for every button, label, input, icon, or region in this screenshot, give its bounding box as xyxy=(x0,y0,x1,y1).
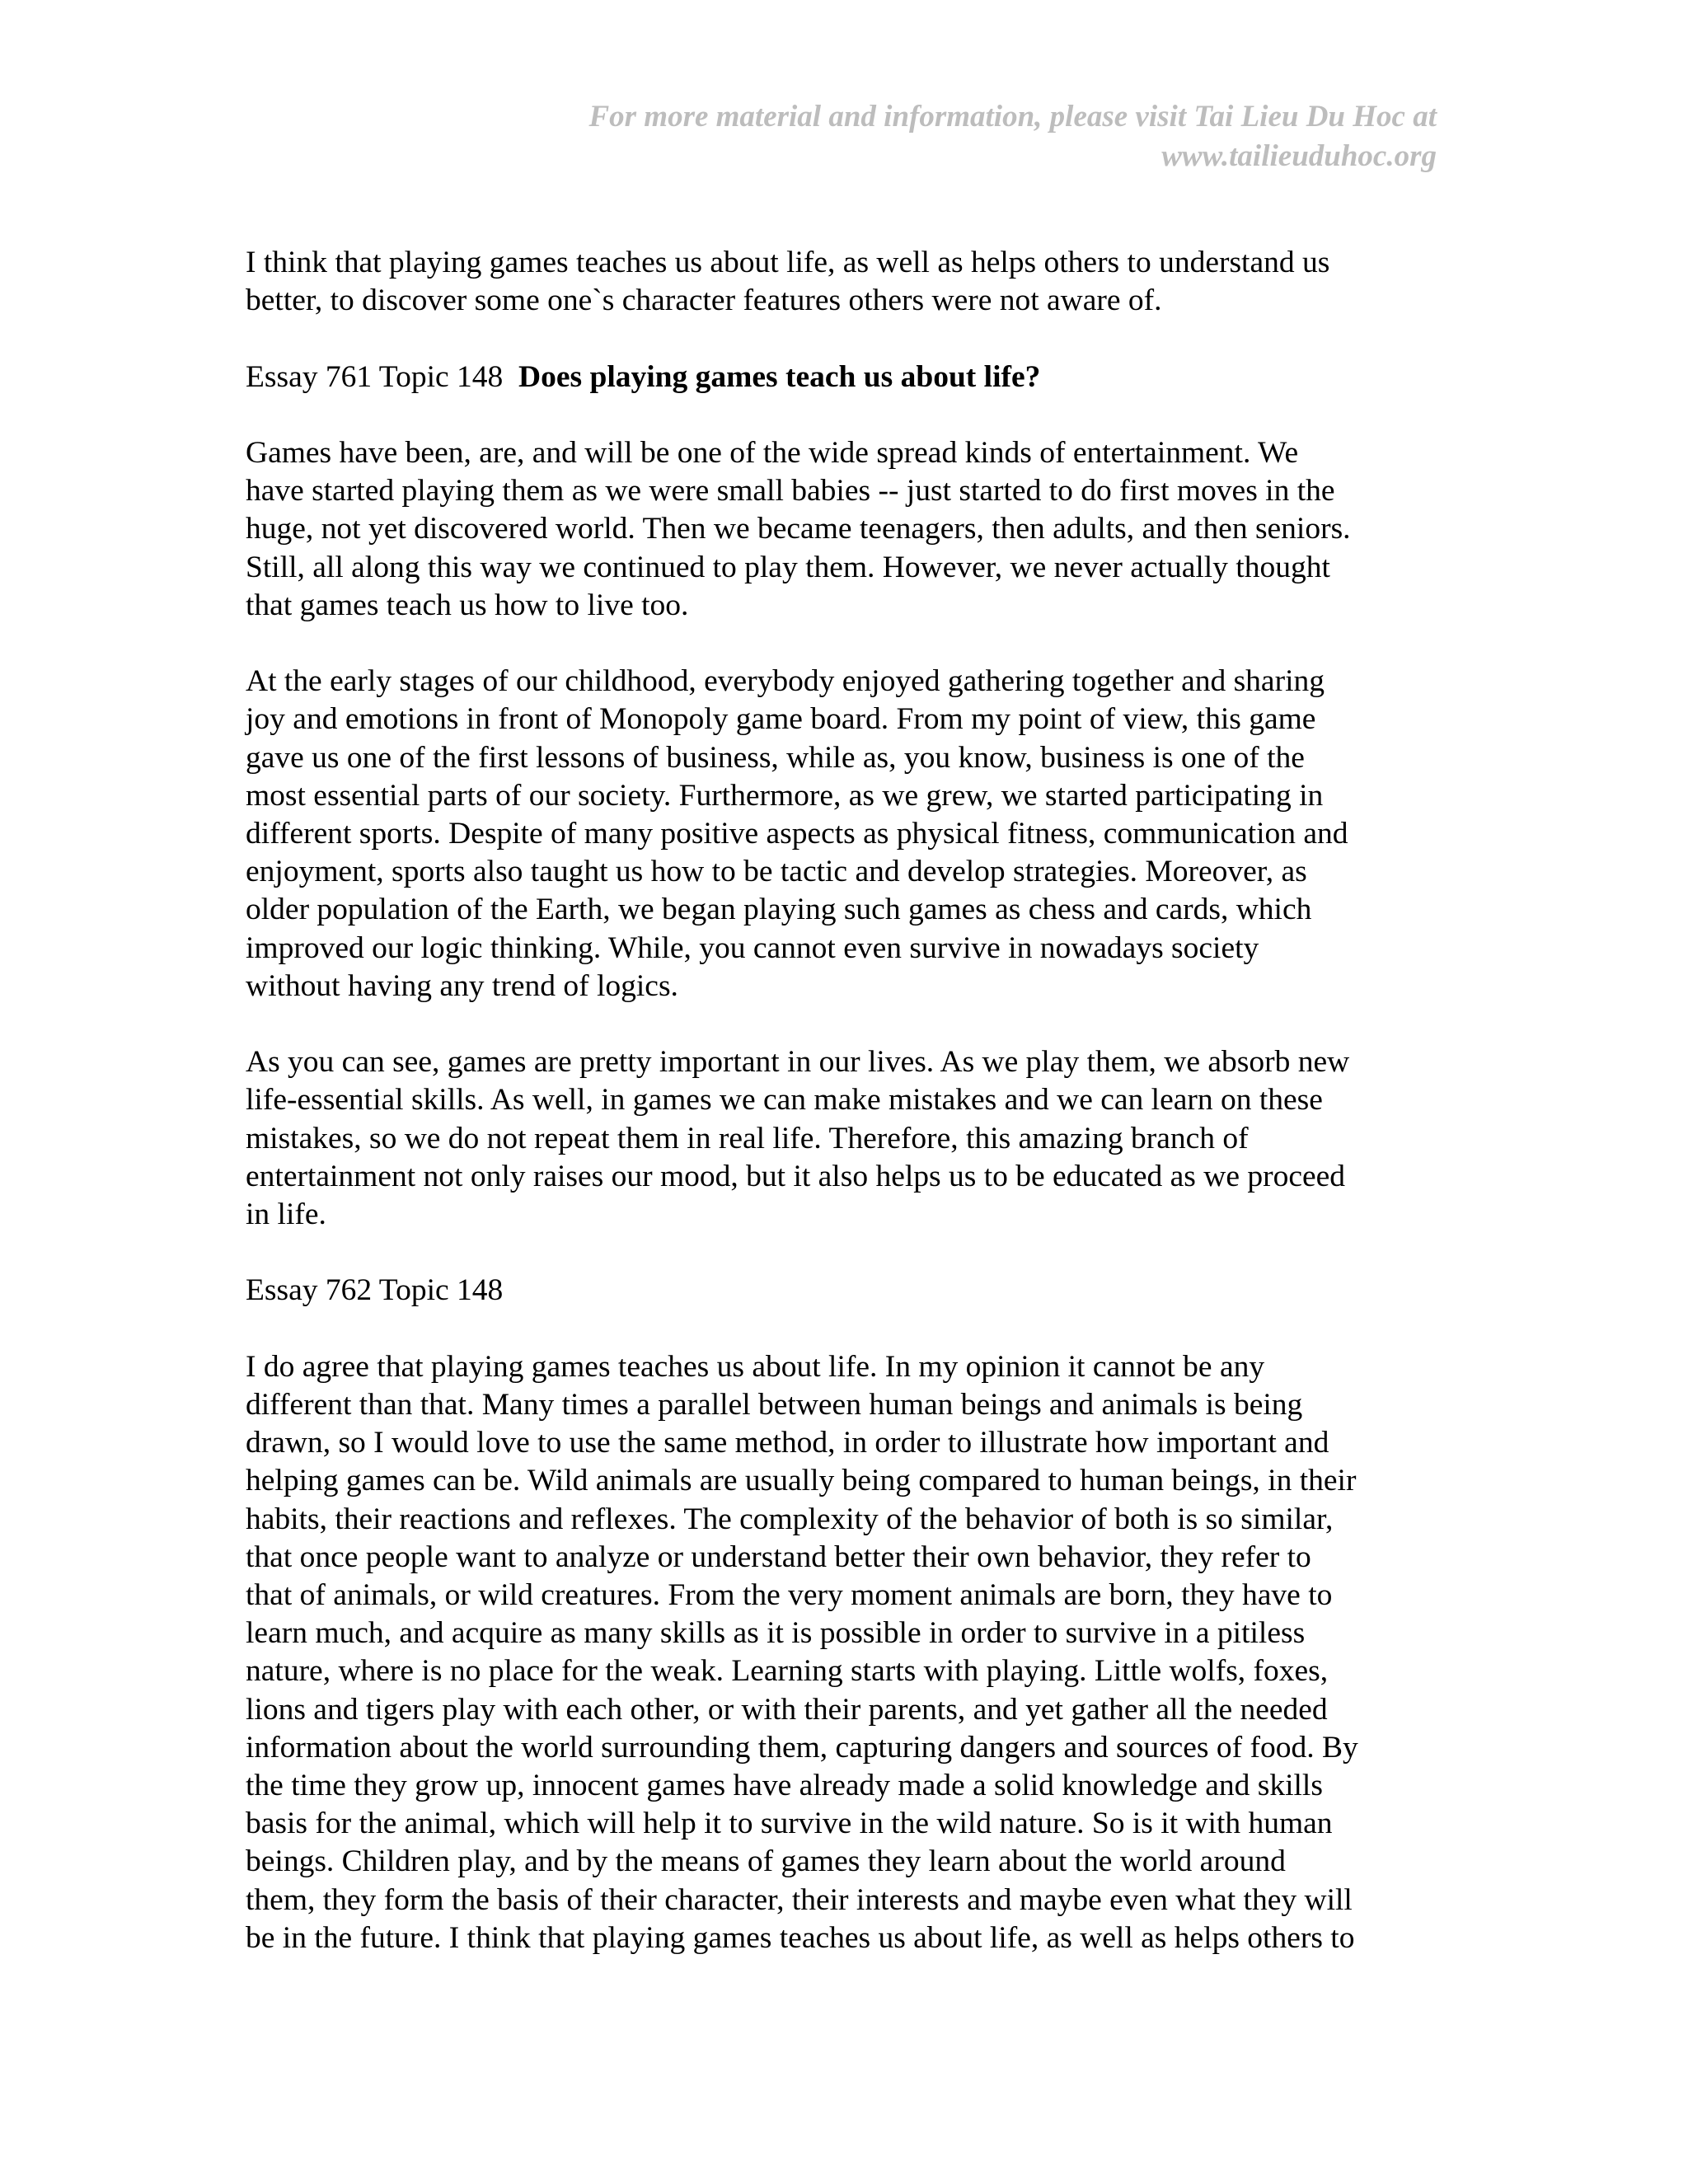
text-line: older population of the Earth, we began playing such games as chess and cards, which xyxy=(246,893,1312,927)
text-line: that of animals, or wild creatures. From the very moment animals are born, they have to xyxy=(246,1578,1333,1613)
text-line: most essential parts of our society. Furthermore, as we grew, we started participating in xyxy=(246,778,1324,813)
text-line: mistakes, so we do not repeat them in real life. Therefore, this amazing branch of xyxy=(246,1121,1249,1155)
essay-761-paragraph-2 xyxy=(246,663,1457,1005)
text-line: joy and emotions in front of Monopoly game board. From my point of view, this game xyxy=(246,702,1316,737)
text-line: As you can see, games are pretty important in our lives. As we play them, we absorb new xyxy=(246,1045,1350,1080)
text-line: beings. Children play, and by the means of games they learn about the world around xyxy=(246,1844,1286,1879)
text-line: that games teach us how to live too. xyxy=(246,588,689,622)
text-line: enjoyment, sports also taught us how to be tactic and develop strategies. Moreover, as xyxy=(246,855,1307,889)
text-line: lions and tigers play with each other, or with their parents, and yet gather all the needed xyxy=(246,1692,1328,1727)
text-line: have started playing them as we were small babies -- just started to do first moves in the xyxy=(246,474,1335,509)
page-header xyxy=(365,97,1437,176)
essay-762-label: Essay 762 Topic 148 xyxy=(246,1273,504,1308)
essay-761-paragraph-3 xyxy=(246,1043,1457,1234)
text-line: learn much, and acquire as many skills as it is possible in order to survive in a pitiless xyxy=(246,1616,1306,1651)
document-body xyxy=(246,244,1457,1995)
text-line: them, they form the basis of their character, their interests and maybe even what they will xyxy=(246,1882,1353,1917)
text-line: different than that. Many times a parallel between human beings and animals is being xyxy=(246,1388,1303,1422)
text-line: gave us one of the first lessons of business, while as, you know, business is one of the xyxy=(246,740,1305,775)
text-line: life-essential skills. As well, in games we can make mistakes and we can learn on these xyxy=(246,1083,1323,1118)
text-line: I think that playing games teaches us about life, as well as helps others to understand us xyxy=(246,246,1330,279)
text-line: I do agree that playing games teaches us about life. In my opinion it cannot be any xyxy=(246,1349,1265,1384)
text-line: drawn, so I would love to use the same method, in order to illustrate how important and xyxy=(246,1426,1329,1460)
text-line: different sports. Despite of many positive aspects as physical fitness, communication and xyxy=(246,817,1348,851)
text-line: that once people want to analyze or understand better their own behavior, they refer to xyxy=(246,1540,1311,1574)
text-line: be in the future. I think that playing games teaches us about life, as well as helps others to xyxy=(246,1920,1355,1955)
text-line: Still, all along this way we continued to play them. However, we never actually thought xyxy=(246,550,1330,584)
text-line: nature, where is no place for the weak. Learning starts with playing. Little wolfs, foxes, xyxy=(246,1654,1329,1689)
essay-762-paragraph-1 xyxy=(246,1348,1457,1957)
text-line: entertainment not only raises our mood, but it also helps us to be educated as we proceed xyxy=(246,1159,1346,1193)
text-line: At the early stages of our childhood, everybody enjoyed gathering together and sharing xyxy=(246,664,1325,699)
text-line: improved our logic thinking. While, you cannot even survive in nowadays society xyxy=(246,930,1259,965)
header-line-1: For more material and information, please visit Tai Lieu Du Hoc at xyxy=(588,100,1437,134)
intro-paragraph xyxy=(246,244,1457,320)
text-line: habits, their reactions and reflexes. The complexity of the behavior of both is so similar, xyxy=(246,1502,1334,1536)
text-line: information about the world surrounding them, capturing dangers and sources of food. By xyxy=(246,1730,1358,1765)
text-line: in life. xyxy=(246,1197,326,1232)
text-line: better, to discover some one`s character features others were not aware of. xyxy=(246,284,1162,318)
essay-761-heading xyxy=(246,359,1457,396)
essay-761-paragraph-1 xyxy=(246,434,1457,625)
text-line: basis for the animal, which will help it to survive in the wild nature. So is it with human xyxy=(246,1807,1333,1841)
text-line: helping games can be. Wild animals are usually being compared to human beings, in their xyxy=(246,1464,1357,1498)
essay-761-label: Essay 761 Topic 148 xyxy=(246,359,504,394)
header-line-2: www.tailieuduhoc.org xyxy=(1161,139,1437,173)
text-line: huge, not yet discovered world. Then we became teenagers, then adults, and then seniors. xyxy=(246,512,1351,546)
essay-762-heading xyxy=(246,1272,1457,1310)
text-line: Games have been, are, and will be one of the wide spread kinds of entertainment. We xyxy=(246,435,1299,470)
text-line: the time they grow up, innocent games have already made a solid knowledge and skills xyxy=(246,1769,1323,1803)
essay-761-title: Does playing games teach us about life? xyxy=(518,359,1041,394)
text-line: without having any trend of logics. xyxy=(246,968,678,1003)
